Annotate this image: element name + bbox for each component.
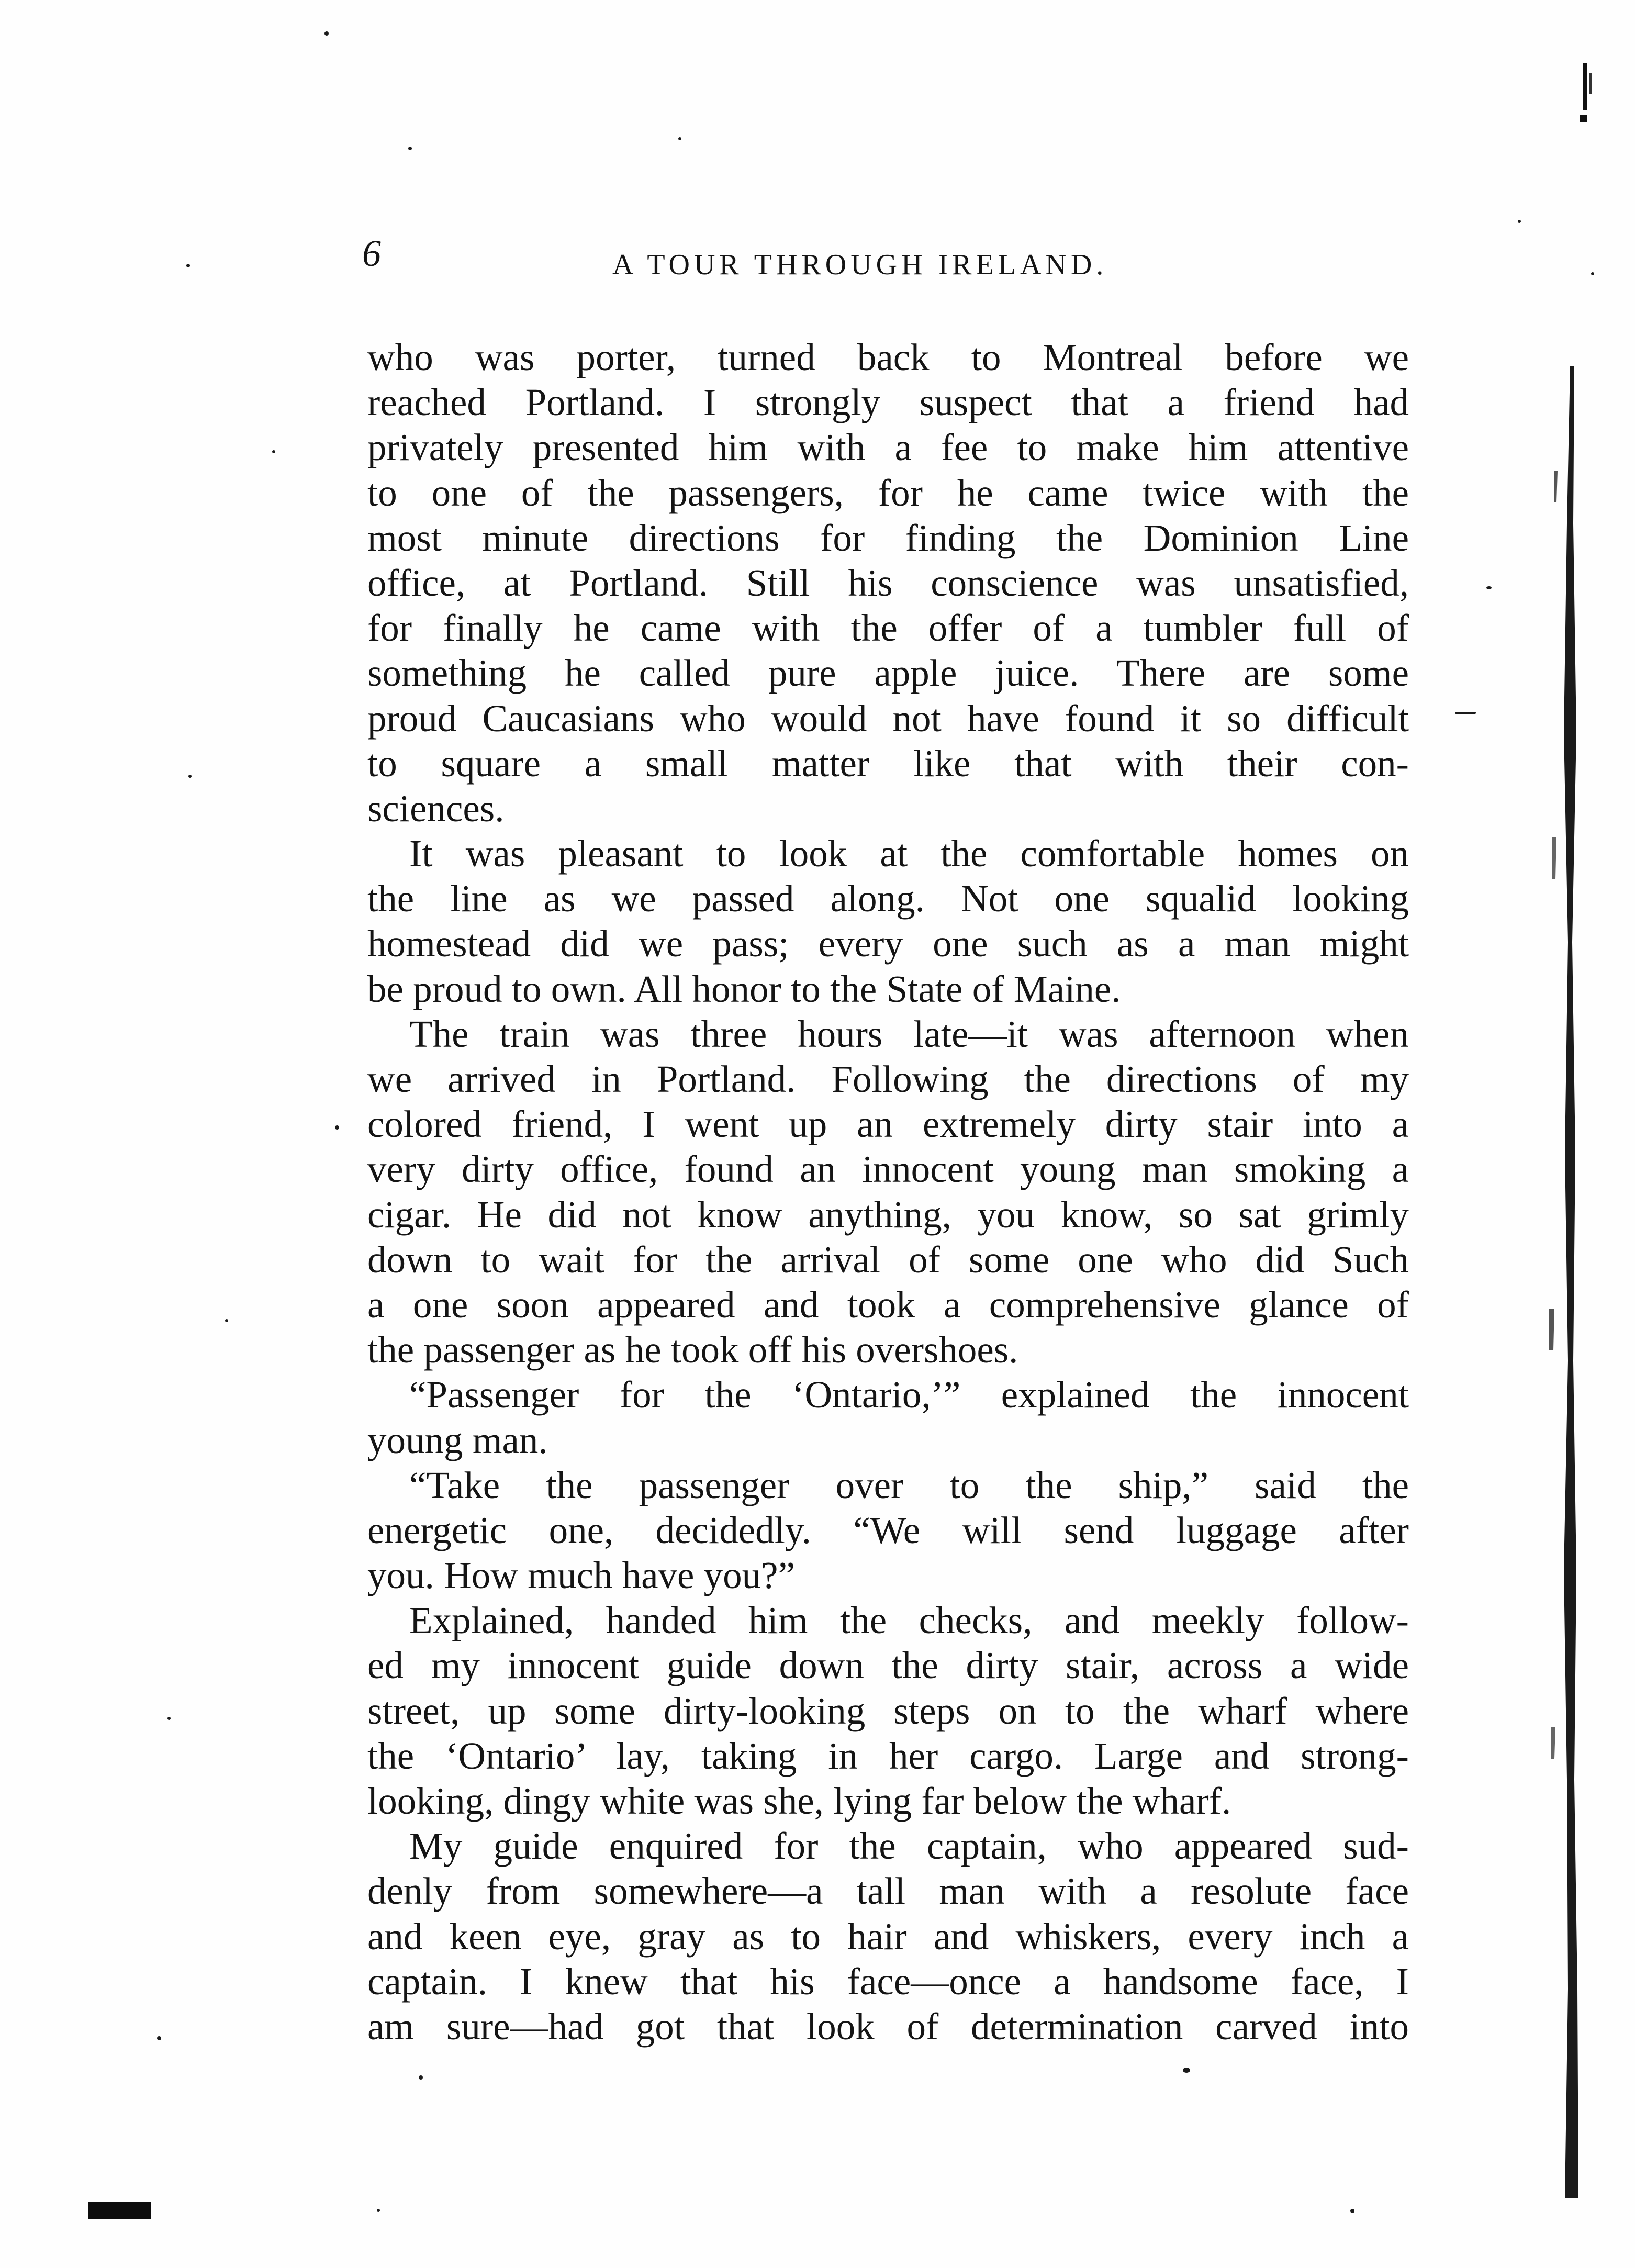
speck (377, 2209, 380, 2212)
speck (1486, 586, 1492, 589)
text-line: to one of the passengers, for he came twice with the (367, 471, 1409, 514)
text-line: My guide enquired for the captain, who appeared sud- (409, 1825, 1409, 1868)
text-line: who was porter, turned back to Montreal before we (367, 336, 1409, 378)
text-line: for finally he came with the offer of a tumbler full of (367, 607, 1409, 650)
text-line: the ‘Ontario’ lay, taking in her cargo. Large and strong- (367, 1734, 1409, 1777)
text-line: be proud to own. All honor to the State of Maine. (367, 967, 1121, 1010)
text-line: sciences. (367, 787, 505, 830)
page-number: 6 (362, 232, 381, 274)
text-line: the passenger as he took off his overshoes. (367, 1328, 1018, 1371)
text-line: proud Caucasians who would not have found it so difficult (367, 697, 1409, 740)
text-line: colored friend, I went up an extremely dirty stair into a (367, 1103, 1409, 1146)
speck (1518, 220, 1521, 223)
speck (1455, 712, 1476, 714)
text-line: the line as we passed along. Not one squalid looking (367, 877, 1409, 920)
text-line: a one soon appeared and took a comprehensive glance of (367, 1283, 1409, 1326)
text-line: something he called pure apple juice. There are some (367, 652, 1409, 695)
text-line: down to wait for the arrival of some one who did Such (367, 1238, 1409, 1281)
speck (1350, 2209, 1354, 2213)
text-line: Explained, handed him the checks, and meekly follow- (409, 1599, 1409, 1642)
speck (408, 147, 412, 150)
scan-mark-icon (1575, 63, 1596, 136)
text-line: very dirty office, found an innocent young man smoking a (367, 1148, 1409, 1191)
binding-shadow-icon (1533, 366, 1581, 2198)
speck (157, 2036, 161, 2040)
speck (225, 1319, 228, 1322)
text-line: you. How much have you?” (367, 1554, 795, 1597)
text-line: denly from somewhere—a tall man with a resolute face (367, 1870, 1409, 1913)
running-title: A TOUR THROUGH IRELAND. (612, 249, 1108, 281)
text-line: reached Portland. I strongly suspect that a friend had (367, 381, 1409, 424)
text-line: privately presented him with a fee to make him attentive (367, 426, 1409, 469)
speck (324, 31, 329, 36)
speck (678, 137, 681, 140)
text-line: to square a small matter like that with their con- (367, 742, 1409, 785)
speck (1591, 272, 1594, 275)
text-line: and keen eye, gray as to hair and whiskers, every inch a (367, 1915, 1409, 1958)
text-line: “Passenger for the ‘Ontario,’” explained the innocent (409, 1373, 1409, 1416)
body-text (367, 335, 1409, 2049)
speck (167, 1717, 171, 1720)
speck (419, 2075, 423, 2080)
text-line: “Take the passenger over to the ship,” said the (409, 1463, 1409, 1506)
text-line: office, at Portland. Still his conscience was unsatisfied, (367, 561, 1409, 604)
text-line: street, up some dirty-looking steps on to the wharf where (367, 1689, 1409, 1732)
speck (188, 775, 192, 778)
scan-artifact-bar (88, 2202, 151, 2219)
text-line: homestead did we pass; every one such as a man might (367, 922, 1409, 965)
text-line: looking, dingy white was she, lying far below the wharf. (367, 1780, 1231, 1822)
text-line: most minute directions for finding the Dominion Line (367, 516, 1409, 559)
text-line: we arrived in Portland. Following the directions of my (367, 1058, 1409, 1100)
speck (186, 264, 190, 267)
text-line: energetic one, decidedly. “We will send luggage after (367, 1509, 1409, 1551)
speck (1183, 2068, 1190, 2073)
speck (272, 450, 275, 453)
text-line: ed my innocent guide down the dirty stair, across a wide (367, 1644, 1409, 1687)
speck (335, 1125, 339, 1130)
text-line: It was pleasant to look at the comfortable homes on (409, 832, 1409, 875)
text-line: young man. (367, 1418, 548, 1461)
text-line: The train was three hours late—it was afternoon when (409, 1012, 1409, 1055)
text-line: cigar. He did not know anything, you know, so sat grimly (367, 1193, 1409, 1236)
text-line: am sure—had got that look of determination carved into (367, 2005, 1409, 2048)
text-line: captain. I knew that his face—once a handsome face, I (367, 1960, 1409, 2003)
